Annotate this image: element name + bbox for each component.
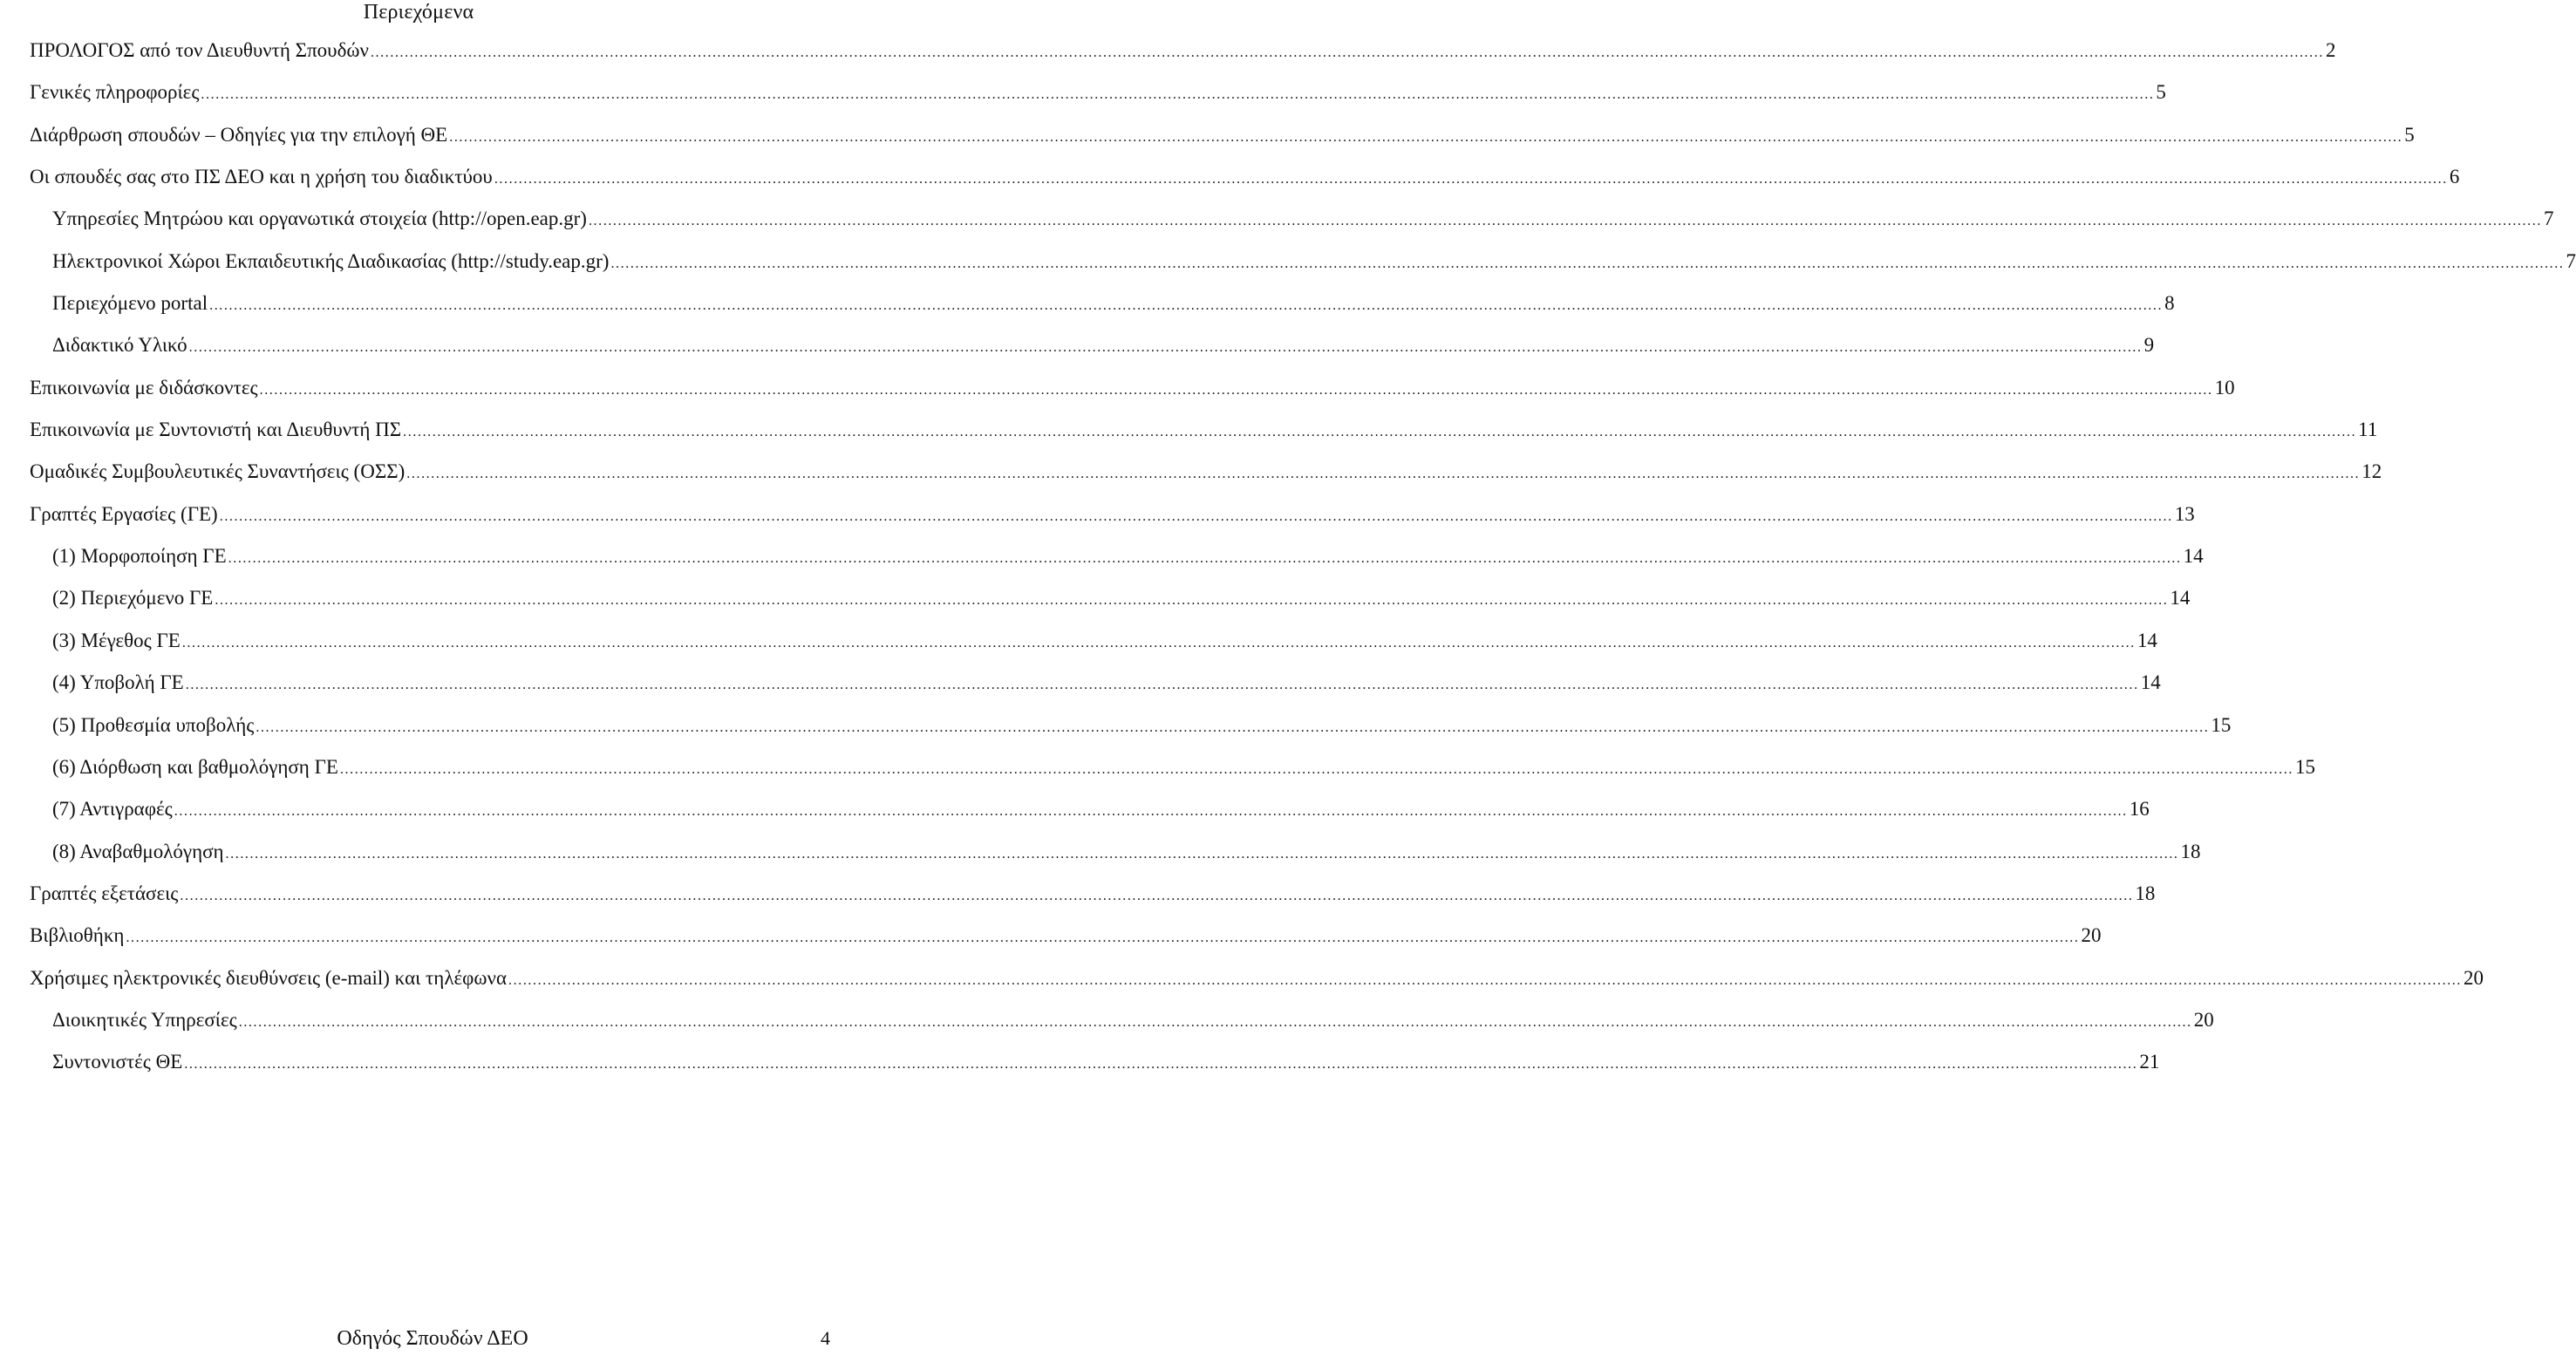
- toc-entry-page: 2: [2325, 39, 2336, 61]
- toc-entry-page: 6: [2449, 166, 2460, 188]
- toc-entry[interactable]: [30, 922, 2102, 964]
- toc-entry-page: 13: [2174, 502, 2195, 525]
- toc-entry-page: 20: [2464, 966, 2484, 989]
- dot-leader: ................................................................................................................................................................................................................................................................................................................................................................................................................: [219, 508, 2173, 524]
- toc-entry-label: Διδακτικό Υλικό: [52, 334, 187, 357]
- toc-entry-page: 16: [2129, 798, 2150, 821]
- toc-entry-label: Υπηρεσίες Μητρώου και οργανωτικά στοιχεία (http://open.eap.gr): [52, 208, 587, 230]
- toc-entry-label: (7) Αντιγραφές: [52, 798, 173, 821]
- toc-entry-page: 8: [2164, 292, 2175, 315]
- dot-leader: ................................................................................................................................................................................................................................................................................................................................................................................................................: [238, 1014, 2192, 1030]
- toc-entry-page: 18: [2135, 882, 2156, 904]
- toc-entry-label: Γραπτές Εργασίες (ΓΕ): [30, 502, 218, 525]
- table-of-contents: [30, 37, 2576, 1091]
- toc-entry-page: 14: [2183, 545, 2204, 568]
- toc-entry-page: 15: [2211, 713, 2232, 736]
- dot-leader: ................................................................................................................................................................................................................................................................................................................................................................................................................: [256, 719, 2210, 735]
- toc-entry-page: 5: [2156, 81, 2166, 104]
- toc-entry-page: 14: [2136, 629, 2157, 651]
- dot-leader: ................................................................................................................................................................................................................................................................................................................................................................................................................: [215, 593, 2169, 609]
- dot-leader: ................................................................................................................................................................................................................................................................................................................................................................................................................: [339, 761, 2293, 777]
- toc-entry[interactable]: [30, 374, 2235, 416]
- dot-leader: ................................................................................................................................................................................................................................................................................................................................................................................................................: [209, 298, 2164, 314]
- dot-leader: ................................................................................................................................................................................................................................................................................................................................................................................................................: [185, 678, 2139, 693]
- toc-entry-label: Επικοινωνία με διδάσκοντες: [30, 376, 258, 398]
- dot-leader: ................................................................................................................................................................................................................................................................................................................................................................................................................: [201, 87, 2155, 103]
- dot-leader: ................................................................................................................................................................................................................................................................................................................................................................................................................: [126, 930, 2080, 946]
- toc-entry[interactable]: [30, 880, 2156, 922]
- toc-entry[interactable]: [30, 627, 2157, 669]
- dot-leader: ................................................................................................................................................................................................................................................................................................................................................................................................................: [174, 804, 2128, 820]
- toc-entry-label: (3) Μέγεθος ΓΕ: [52, 629, 181, 651]
- toc-entry-label: Διοικητικές Υπηρεσίες: [52, 1008, 237, 1031]
- dot-leader: ................................................................................................................................................................................................................................................................................................................................................................................................................: [228, 551, 2182, 567]
- toc-entry-page: 12: [2361, 460, 2382, 483]
- toc-entry-page: 14: [2140, 671, 2161, 694]
- toc-entry[interactable]: [30, 838, 2201, 880]
- toc-entry-label: (5) Προθεσμία υποβολής: [52, 713, 255, 736]
- toc-entry[interactable]: [30, 248, 2576, 289]
- toc-entry-label: Συντονιστές ΘΕ: [52, 1051, 183, 1073]
- dot-leader: ................................................................................................................................................................................................................................................................................................................................................................................................................: [494, 172, 2448, 187]
- toc-entry-label: (8) Αναβαθμολόγηση: [52, 840, 224, 862]
- toc-entry[interactable]: [30, 78, 2166, 120]
- page-title: Περιεχόμενα: [363, 1, 474, 24]
- dot-leader: ................................................................................................................................................................................................................................................................................................................................................................................................................: [184, 1057, 2138, 1073]
- toc-entry-page: 20: [2081, 924, 2102, 947]
- dot-leader: ................................................................................................................................................................................................................................................................................................................................................................................................................: [181, 635, 2136, 650]
- toc-entry[interactable]: [30, 37, 2336, 78]
- toc-entry[interactable]: [30, 669, 2161, 711]
- toc-entry-page: 7: [2566, 249, 2576, 272]
- dot-leader: ................................................................................................................................................................................................................................................................................................................................................................................................................: [610, 255, 2565, 271]
- toc-entry-page: 10: [2214, 376, 2235, 398]
- toc-entry[interactable]: [30, 542, 2204, 584]
- toc-entry-label: Διάρθρωση σπουδών – Οδηγίες για την επιλογή ΘΕ: [30, 123, 448, 146]
- toc-entry-page: 21: [2139, 1051, 2160, 1073]
- toc-entry-page: 18: [2180, 840, 2201, 862]
- toc-entry-label: Βιβλιοθήκη: [30, 924, 125, 947]
- toc-entry-page: 7: [2543, 208, 2554, 230]
- dot-leader: ................................................................................................................................................................................................................................................................................................................................................................................................................: [588, 214, 2542, 229]
- dot-leader: ................................................................................................................................................................................................................................................................................................................................................................................................................: [406, 467, 2361, 482]
- toc-entry[interactable]: [30, 712, 2232, 753]
- toc-entry-label: ΠΡΟΛΟΓΟΣ από τον Διευθυντή Σπουδών: [30, 39, 369, 61]
- page-number: 4: [821, 1327, 830, 1349]
- toc-entry[interactable]: [30, 289, 2175, 331]
- toc-entry-label: Ομαδικές Συμβουλευτικές Συναντήσεις (ΟΣΣ): [30, 460, 405, 483]
- dot-leader: ................................................................................................................................................................................................................................................................................................................................................................................................................: [449, 129, 2403, 145]
- dot-leader: ................................................................................................................................................................................................................................................................................................................................................................................................................: [225, 846, 2179, 862]
- page-footer: [0, 1324, 837, 1353]
- toc-entry[interactable]: [30, 584, 2191, 626]
- toc-entry[interactable]: [30, 163, 2460, 205]
- toc-entry-label: Περιεχόμενο portal: [52, 292, 208, 315]
- dot-leader: ................................................................................................................................................................................................................................................................................................................................................................................................................: [403, 425, 2357, 440]
- dot-leader: ................................................................................................................................................................................................................................................................................................................................................................................................................: [508, 972, 2463, 988]
- dot-leader: ................................................................................................................................................................................................................................................................................................................................................................................................................: [370, 45, 2324, 60]
- toc-entry[interactable]: [30, 753, 2315, 795]
- toc-entry-page: 15: [2294, 755, 2315, 778]
- toc-entry-label: Γενικές πληροφορίες: [30, 81, 200, 104]
- toc-entry-label: (1) Μορφοποίηση ΓΕ: [52, 545, 227, 568]
- dot-leader: ................................................................................................................................................................................................................................................................................................................................................................................................................: [188, 340, 2143, 356]
- toc-entry-label: Ηλεκτρονικοί Χώροι Εκπαιδευτικής Διαδικασίας (http://study.eap.gr): [52, 249, 610, 272]
- toc-entry[interactable]: [30, 501, 2195, 542]
- toc-entry-label: Οι σπουδές σας στο ΠΣ ΔΕΟ και η χρήση του διαδικτύου: [30, 166, 493, 188]
- toc-entry[interactable]: [30, 331, 2155, 373]
- toc-entry[interactable]: [30, 458, 2382, 500]
- toc-entry[interactable]: [30, 121, 2415, 163]
- toc-entry[interactable]: [30, 416, 2378, 458]
- toc-entry[interactable]: [30, 1048, 2160, 1090]
- dot-leader: ................................................................................................................................................................................................................................................................................................................................................................................................................: [259, 382, 2213, 398]
- toc-entry[interactable]: [30, 795, 2150, 837]
- toc-entry-page: 9: [2143, 334, 2155, 357]
- toc-entry-page: 14: [2170, 587, 2191, 610]
- toc-entry[interactable]: [30, 964, 2484, 1006]
- toc-entry-page: 11: [2358, 419, 2378, 441]
- dot-leader: ................................................................................................................................................................................................................................................................................................................................................................................................................: [180, 888, 2134, 903]
- toc-entry-label: Χρήσιμες ηλεκτρονικές διευθύνσεις (e-mail) και τηλέφωνα: [30, 966, 508, 989]
- toc-entry-label: Επικοινωνία με Συντονιστή και Διευθυντή ΠΣ: [30, 419, 402, 441]
- toc-entry[interactable]: [30, 1006, 2214, 1048]
- toc-entry-label: (6) Διόρθωση και βαθμολόγηση ΓΕ: [52, 755, 338, 778]
- toc-entry-label: Γραπτές εξετάσεις: [30, 882, 179, 904]
- toc-entry[interactable]: [30, 205, 2554, 247]
- toc-entry-label: (4) Υποβολή ΓΕ: [52, 671, 184, 694]
- toc-entry-label: (2) Περιεχόμενο ΓΕ: [52, 587, 214, 610]
- toc-entry-page: 5: [2404, 123, 2415, 146]
- footer-title: Οδηγός Σπουδών ΔΕΟ: [337, 1327, 528, 1350]
- toc-entry-page: 20: [2193, 1008, 2214, 1031]
